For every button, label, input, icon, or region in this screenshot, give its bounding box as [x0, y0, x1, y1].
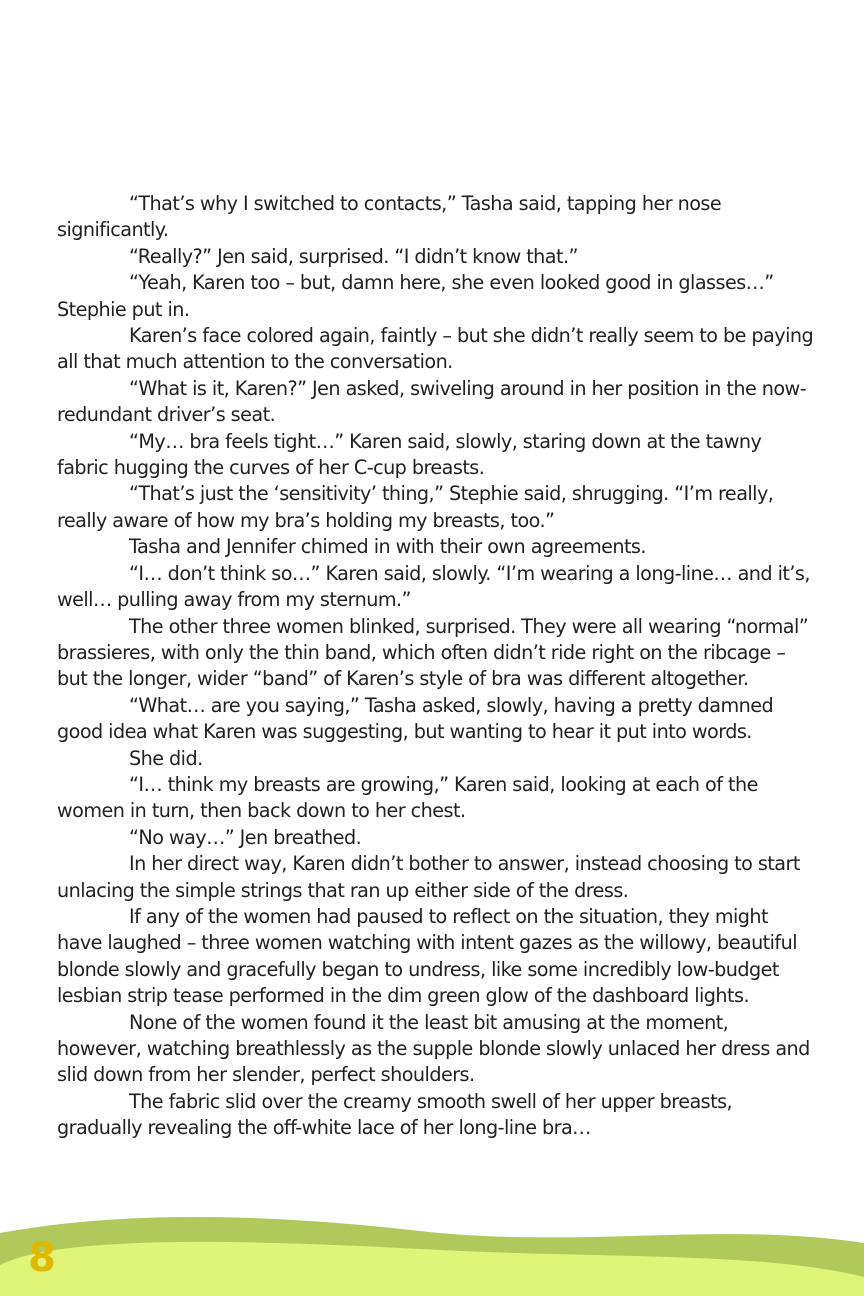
paragraph: “Really?” Jen said, surprised. “I didn’t know that.” [129, 244, 578, 268]
paragraph: Karen’s face colored again, faintly – but she didn’t really seem to be paying all that much attention to the conversation. [57, 324, 814, 374]
paragraph: None of the women found it the least bit amusing at the moment, however, watching breathlessly as the supple blonde slowly unlaced her dress and slid down from her slender, perfect shoulders. [57, 1010, 810, 1087]
paragraph: Tasha and Jennifer chimed in with their own agreements. [129, 535, 646, 559]
paragraph: “I… don’t think so…” Karen said, slowly. “I’m wearing a long-line… and it’s, well… pulling away from my sternum.” [57, 561, 810, 612]
paragraph: The fabric slid over the creamy smooth swell of her upper breasts, gradually revealing the off-white lace of her long-line bra… [57, 1089, 733, 1140]
paragraph: “My… bra feels tight…” Karen said, slowly, staring down at the tawny fabric hugging the curves of her C-cup breasts. [57, 429, 762, 480]
paragraph: If any of the women had paused to reflect on the situation, they might have laughed – three women watching with intent gazes as the willowy, beautiful blonde slowly and gracefully began to undress, like some incredibly low-budget lesbian strip tease performed in the dim green glow of the dashboard lights. [57, 904, 798, 1008]
paragraph: “Yeah, Karen too – but, damn here, she even looked good in glasses…” Stephie put in. [57, 271, 774, 321]
paragraph: “I… think my breasts are growing,” Karen said, looking at each of the women in turn, then back down to her chest. [57, 772, 758, 823]
paragraph: “No way…” Jen breathed. [129, 825, 362, 849]
paragraph: “That’s just the ‘sensitivity’ thing,” Stephie said, shrugging. “I’m really, really aware of how my bra’s holding my breasts, too.” [57, 482, 774, 532]
paragraph: The other three women blinked, surprised. They were all wearing “normal” brassieres, with only the thin band, which often didn’t ride right on the ribcage – but the longer, wider “band” of Karen’s style of bra was different altogether. [57, 614, 809, 691]
body-text [57, 191, 815, 1142]
page-number: 8 [28, 1235, 56, 1281]
paragraph: “What is it, Karen?” Jen asked, swiveling around in her position in the now-redundant driver’s seat. [57, 376, 807, 427]
footer-wave [0, 1215, 864, 1296]
paragraph: In her direct way, Karen didn’t bother to answer, instead choosing to start unlacing the simple strings that ran up either side of the dress. [57, 852, 800, 902]
paragraph: She did. [129, 746, 203, 770]
paragraph: “What… are you saying,” Tasha asked, slowly, having a pretty damned good idea what Karen was suggesting, but wanting to hear it put into words. [57, 693, 774, 744]
paragraph: “That’s why I switched to contacts,” Tasha said, tapping her nose significantly. [57, 192, 722, 242]
